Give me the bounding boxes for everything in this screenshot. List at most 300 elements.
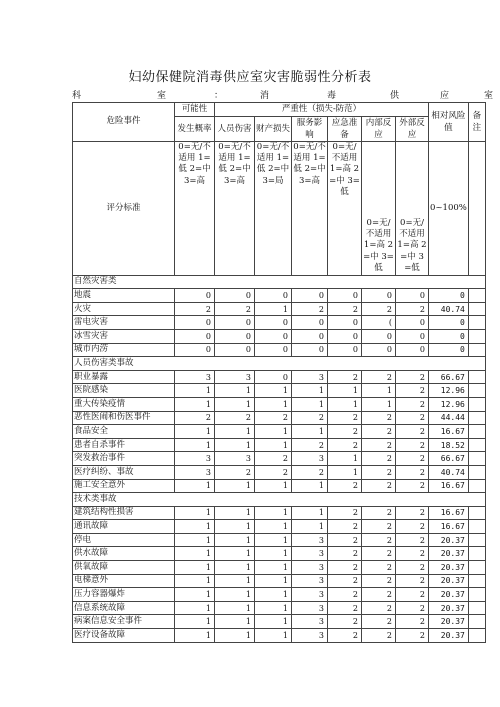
criteria-relative-risk: 0~100% — [429, 141, 469, 275]
cell-personnel: 2 — [215, 411, 255, 425]
table-row — [73, 479, 486, 493]
cell-prob: 3 — [175, 452, 215, 466]
criteria-label: 评分标准 — [73, 141, 175, 275]
cell-relative-risk: 16.67 — [429, 425, 469, 439]
cell-internal: 2 — [362, 615, 396, 629]
cell-personnel: 2 — [215, 465, 255, 479]
cell-property: 1 — [255, 384, 292, 398]
cell-remarks — [468, 316, 485, 330]
cell-remarks — [468, 397, 485, 411]
event-name: 恶性医闹和伤医事件 — [73, 411, 175, 425]
cell-emergency: 2 — [328, 302, 362, 316]
cell-relative-risk: 20.37 — [429, 601, 469, 615]
cell-external: 2 — [396, 302, 429, 316]
cell-service: 0 — [292, 316, 328, 330]
cell-emergency: 2 — [328, 533, 362, 547]
cell-remarks — [468, 465, 485, 479]
cell-internal: 2 — [362, 601, 396, 615]
table-row — [73, 615, 486, 629]
section-row — [73, 493, 486, 507]
dept-char: 科 — [72, 91, 82, 101]
cell-prob: 2 — [175, 302, 215, 316]
cell-property: 1 — [255, 302, 292, 316]
cell-personnel: 1 — [215, 506, 255, 520]
cell-internal: 2 — [362, 533, 396, 547]
table-row — [73, 343, 486, 357]
cell-external: 2 — [396, 438, 429, 452]
cell-prob: 1 — [175, 629, 215, 643]
cell-remarks — [468, 438, 485, 452]
cell-external: 2 — [396, 465, 429, 479]
cell-external: 2 — [396, 425, 429, 439]
cell-internal: 2 — [362, 574, 396, 588]
cell-prob: 1 — [175, 601, 215, 615]
event-name: 施工安全意外 — [73, 479, 175, 493]
cell-internal: 1 — [362, 397, 396, 411]
cell-property: 1 — [255, 588, 292, 602]
cell-relative-risk: 20.37 — [429, 629, 469, 643]
cell-prob: 1 — [175, 384, 215, 398]
cell-internal: 0 — [362, 289, 396, 303]
event-name: 医疗纠纷、事故 — [73, 465, 175, 479]
cell-external: 2 — [396, 370, 429, 384]
cell-external: 2 — [396, 601, 429, 615]
cell-prob: 1 — [175, 547, 215, 561]
criteria-probability: 0=无/不适用 1=低 2=中 3=高 — [175, 141, 215, 275]
cell-personnel: 1 — [215, 601, 255, 615]
cell-internal: 2 — [362, 520, 396, 534]
cell-internal: 2 — [362, 479, 396, 493]
cell-remarks — [468, 561, 485, 575]
header-internal: 内部反应 — [362, 116, 396, 141]
cell-prob: 0 — [175, 289, 215, 303]
cell-external: 0 — [396, 316, 429, 330]
cell-prob: 1 — [175, 397, 215, 411]
cell-external: 0 — [396, 289, 429, 303]
cell-prob: 3 — [175, 465, 215, 479]
cell-internal: 2 — [362, 370, 396, 384]
header-external: 外部反应 — [396, 116, 429, 141]
cell-external: 2 — [396, 574, 429, 588]
dept-char: 毒 — [327, 91, 337, 101]
cell-personnel: 1 — [215, 615, 255, 629]
cell-relative-risk: 18.52 — [429, 438, 469, 452]
cell-personnel: 0 — [215, 329, 255, 343]
cell-relative-risk: 16.67 — [429, 506, 469, 520]
cell-personnel: 1 — [215, 520, 255, 534]
section-row — [73, 275, 486, 289]
cell-personnel: 1 — [215, 547, 255, 561]
table-row — [73, 316, 486, 330]
cell-personnel: 1 — [215, 425, 255, 439]
criteria-remarks — [468, 141, 485, 275]
cell-external: 0 — [396, 343, 429, 357]
cell-emergency: 2 — [328, 438, 362, 452]
cell-relative-risk: 20.37 — [429, 574, 469, 588]
cell-emergency: 2 — [328, 561, 362, 575]
cell-remarks — [468, 452, 485, 466]
cell-prob: 2 — [175, 411, 215, 425]
event-name: 患者自杀事件 — [73, 438, 175, 452]
cell-service: 2 — [292, 302, 328, 316]
cell-remarks — [468, 289, 485, 303]
cell-external: 2 — [396, 452, 429, 466]
criteria-internal: 0=无/不适用 1=高 2=中 3=低 — [362, 141, 396, 275]
cell-internal: 0 — [362, 329, 396, 343]
section-title: 技术类事故 — [73, 493, 486, 507]
cell-internal: 1 — [362, 384, 396, 398]
cell-emergency: 0 — [328, 329, 362, 343]
cell-property: 0 — [255, 289, 292, 303]
dept-char: 室 — [157, 91, 167, 101]
cell-emergency: 1 — [328, 452, 362, 466]
cell-internal: 2 — [362, 302, 396, 316]
cell-relative-risk: 40.74 — [429, 465, 469, 479]
cell-internal: 2 — [362, 588, 396, 602]
event-name: 地震 — [73, 289, 175, 303]
event-name: 重大传染疫情 — [73, 397, 175, 411]
cell-relative-risk: 20.37 — [429, 547, 469, 561]
cell-property: 2 — [255, 452, 292, 466]
cell-prob: 1 — [175, 425, 215, 439]
dept-char: 供 — [390, 91, 400, 101]
cell-personnel: 3 — [215, 370, 255, 384]
cell-external: 2 — [396, 561, 429, 575]
cell-property: 1 — [255, 506, 292, 520]
cell-prob: 0 — [175, 316, 215, 330]
section-title: 自然灾害类 — [73, 275, 486, 289]
cell-personnel: 1 — [215, 574, 255, 588]
cell-relative-risk: 20.37 — [429, 533, 469, 547]
cell-property: 1 — [255, 425, 292, 439]
cell-prob: 1 — [175, 588, 215, 602]
cell-emergency: 2 — [328, 506, 362, 520]
cell-service: 3 — [292, 452, 328, 466]
cell-property: 1 — [255, 615, 292, 629]
table-row — [73, 438, 486, 452]
header-probability: 发生概率 — [175, 116, 215, 141]
cell-service: 1 — [292, 506, 328, 520]
cell-relative-risk: 16.67 — [429, 479, 469, 493]
section-title: 人员伤害类事故 — [73, 357, 486, 371]
cell-emergency: 2 — [328, 520, 362, 534]
cell-relative-risk: 16.67 — [429, 520, 469, 534]
event-name: 供氧故障 — [73, 561, 175, 575]
criteria-personnel: 0=无/不适用 1=低 2=中 3=高 — [215, 141, 255, 275]
table-row — [73, 397, 486, 411]
cell-emergency: 2 — [328, 479, 362, 493]
cell-personnel: 1 — [215, 384, 255, 398]
cell-external: 2 — [396, 397, 429, 411]
event-name: 冰雪灾害 — [73, 329, 175, 343]
hva-table — [72, 102, 486, 643]
cell-service: 3 — [292, 547, 328, 561]
cell-internal: 2 — [362, 506, 396, 520]
cell-service: 3 — [292, 588, 328, 602]
header-remarks: 备注 — [468, 103, 485, 142]
table-row — [73, 574, 486, 588]
event-name: 停电 — [73, 533, 175, 547]
cell-relative-risk: 44.44 — [429, 411, 469, 425]
table-row — [73, 384, 486, 398]
table-row — [73, 452, 486, 466]
cell-emergency: 0 — [328, 289, 362, 303]
cell-internal: 2 — [362, 561, 396, 575]
cell-personnel: 0 — [215, 316, 255, 330]
cell-prob: 1 — [175, 615, 215, 629]
header-emergency: 应急准备 — [328, 116, 362, 141]
cell-relative-risk: 66.67 — [429, 452, 469, 466]
cell-internal: 2 — [362, 547, 396, 561]
cell-personnel: 3 — [215, 452, 255, 466]
cell-service: 1 — [292, 425, 328, 439]
table-row — [73, 520, 486, 534]
cell-property: 0 — [255, 316, 292, 330]
cell-prob: 1 — [175, 479, 215, 493]
table-row — [73, 411, 486, 425]
section-row — [73, 357, 486, 371]
cell-service: 3 — [292, 370, 328, 384]
event-name: 火灾 — [73, 302, 175, 316]
cell-emergency: 2 — [328, 547, 362, 561]
cell-remarks — [468, 615, 485, 629]
header-possibility: 可能性 — [175, 103, 215, 117]
cell-internal: 2 — [362, 452, 396, 466]
cell-internal: 0 — [362, 343, 396, 357]
dept-char: ： — [214, 91, 224, 101]
cell-relative-risk: 0 — [429, 289, 469, 303]
table-row — [73, 329, 486, 343]
cell-property: 1 — [255, 561, 292, 575]
dept-char: 室 — [484, 91, 494, 101]
cell-property: 0 — [255, 329, 292, 343]
dept-char: 应 — [440, 91, 450, 101]
event-name: 雷电灾害 — [73, 316, 175, 330]
cell-property: 1 — [255, 574, 292, 588]
cell-internal: 2 — [362, 425, 396, 439]
cell-service: 3 — [292, 533, 328, 547]
cell-service: 1 — [292, 384, 328, 398]
cell-property: 1 — [255, 397, 292, 411]
cell-service: 1 — [292, 520, 328, 534]
dept-char: 消 — [260, 91, 270, 101]
cell-prob: 1 — [175, 574, 215, 588]
cell-relative-risk: 20.37 — [429, 561, 469, 575]
cell-relative-risk: 12.96 — [429, 384, 469, 398]
table-row — [73, 425, 486, 439]
cell-property: 1 — [255, 629, 292, 643]
cell-relative-risk: 12.96 — [429, 397, 469, 411]
cell-service: 3 — [292, 629, 328, 643]
cell-prob: 3 — [175, 370, 215, 384]
cell-personnel: 1 — [215, 561, 255, 575]
cell-remarks — [468, 329, 485, 343]
cell-remarks — [468, 574, 485, 588]
cell-relative-risk: 0 — [429, 316, 469, 330]
cell-property: 2 — [255, 465, 292, 479]
cell-service: 3 — [292, 561, 328, 575]
header-risk-event: 危险事件 — [73, 103, 175, 142]
header-property: 财产损失 — [255, 116, 292, 141]
cell-property: 1 — [255, 479, 292, 493]
cell-emergency: 0 — [328, 316, 362, 330]
department-row — [72, 88, 492, 102]
cell-remarks — [468, 547, 485, 561]
cell-remarks — [468, 370, 485, 384]
table-row — [73, 547, 486, 561]
cell-service: 0 — [292, 343, 328, 357]
cell-emergency: 2 — [328, 588, 362, 602]
event-name: 信息系统故障 — [73, 601, 175, 615]
cell-personnel: 1 — [215, 533, 255, 547]
table-row — [73, 601, 486, 615]
event-name: 电梯意外 — [73, 574, 175, 588]
cell-prob: 0 — [175, 329, 215, 343]
header-relative-risk: 相对风险值 — [429, 103, 469, 142]
cell-personnel: 2 — [215, 302, 255, 316]
cell-prob: 1 — [175, 561, 215, 575]
cell-service: 3 — [292, 574, 328, 588]
cell-relative-risk: 0 — [429, 329, 469, 343]
cell-internal: 2 — [362, 629, 396, 643]
cell-personnel: 1 — [215, 629, 255, 643]
cell-service: 3 — [292, 601, 328, 615]
cell-property: 1 — [255, 438, 292, 452]
table-row — [73, 629, 486, 643]
cell-prob: 1 — [175, 438, 215, 452]
cell-relative-risk: 66.67 — [429, 370, 469, 384]
cell-emergency: 2 — [328, 425, 362, 439]
cell-external: 2 — [396, 384, 429, 398]
table-row — [73, 506, 486, 520]
header-personnel: 人员伤害 — [215, 116, 255, 141]
table-row — [73, 588, 486, 602]
cell-emergency: 2 — [328, 411, 362, 425]
cell-external: 2 — [396, 588, 429, 602]
cell-external: 2 — [396, 411, 429, 425]
cell-external: 2 — [396, 520, 429, 534]
cell-external: 2 — [396, 533, 429, 547]
event-name: 供水故障 — [73, 547, 175, 561]
cell-property: 0 — [255, 370, 292, 384]
cell-internal: ( — [362, 316, 396, 330]
cell-internal: 2 — [362, 438, 396, 452]
cell-remarks — [468, 520, 485, 534]
cell-emergency: 2 — [328, 574, 362, 588]
criteria-external: 0=无/不适用 1=高 2=中 3=低 — [396, 141, 429, 275]
event-name: 通讯故障 — [73, 520, 175, 534]
cell-emergency: 0 — [328, 343, 362, 357]
cell-property: 1 — [255, 547, 292, 561]
cell-service: 3 — [292, 615, 328, 629]
cell-remarks — [468, 479, 485, 493]
event-name: 压力容器爆炸 — [73, 588, 175, 602]
cell-emergency: 2 — [328, 370, 362, 384]
criteria-property: 0=无/不适用 1=低 2=中 3=局 — [255, 141, 292, 275]
cell-prob: 1 — [175, 506, 215, 520]
cell-emergency: 2 — [328, 601, 362, 615]
event-name: 突发救治事件 — [73, 452, 175, 466]
table-row — [73, 465, 486, 479]
cell-relative-risk: 20.37 — [429, 588, 469, 602]
cell-emergency: 1 — [328, 397, 362, 411]
event-name: 医疗设备故障 — [73, 629, 175, 643]
cell-personnel: 0 — [215, 343, 255, 357]
cell-prob: 0 — [175, 343, 215, 357]
cell-emergency: 1 — [328, 465, 362, 479]
event-name: 职业暴露 — [73, 370, 175, 384]
table-row — [73, 302, 486, 316]
criteria-service: 0=无/不适用 1=低 2=中 3=高 — [292, 141, 328, 275]
cell-property: 2 — [255, 411, 292, 425]
cell-remarks — [468, 343, 485, 357]
cell-property: 1 — [255, 601, 292, 615]
cell-service: 2 — [292, 465, 328, 479]
cell-service: 1 — [292, 397, 328, 411]
cell-service: 0 — [292, 329, 328, 343]
cell-external: 2 — [396, 547, 429, 561]
event-name: 城市内涝 — [73, 343, 175, 357]
criteria-emergency: 0=无/不适用 1=高 2=中 3=低 — [328, 141, 362, 275]
cell-external: 0 — [396, 329, 429, 343]
cell-remarks — [468, 411, 485, 425]
cell-internal: 2 — [362, 411, 396, 425]
cell-external: 2 — [396, 629, 429, 643]
cell-emergency: 1 — [328, 384, 362, 398]
cell-external: 2 — [396, 615, 429, 629]
table-row — [73, 370, 486, 384]
cell-service: 2 — [292, 438, 328, 452]
cell-relative-risk: 20.37 — [429, 615, 469, 629]
header-service: 服务影响 — [292, 116, 328, 141]
cell-external: 2 — [396, 479, 429, 493]
table-row — [73, 533, 486, 547]
cell-emergency: 2 — [328, 615, 362, 629]
document-title: 妇幼保健院消毒供应室灾害脆弱性分析表 — [128, 70, 372, 85]
cell-remarks — [468, 506, 485, 520]
cell-personnel: 1 — [215, 438, 255, 452]
header-severity: 严重性（损失-防范） — [215, 103, 429, 117]
cell-property: 0 — [255, 343, 292, 357]
cell-property: 1 — [255, 533, 292, 547]
event-name: 建筑结构性损害 — [73, 506, 175, 520]
cell-personnel: 1 — [215, 397, 255, 411]
cell-personnel: 0 — [215, 289, 255, 303]
cell-remarks — [468, 533, 485, 547]
cell-personnel: 1 — [215, 588, 255, 602]
cell-external: 2 — [396, 506, 429, 520]
cell-remarks — [468, 425, 485, 439]
cell-remarks — [468, 601, 485, 615]
cell-service: 1 — [292, 479, 328, 493]
cell-remarks — [468, 629, 485, 643]
cell-emergency: 2 — [328, 629, 362, 643]
table-row — [73, 289, 486, 303]
event-name: 食品安全 — [73, 425, 175, 439]
cell-remarks — [468, 384, 485, 398]
cell-remarks — [468, 588, 485, 602]
table-row — [73, 561, 486, 575]
cell-personnel: 1 — [215, 479, 255, 493]
cell-internal: 2 — [362, 465, 396, 479]
cell-relative-risk: 0 — [429, 343, 469, 357]
cell-property: 1 — [255, 520, 292, 534]
event-name: 病案信息安全事件 — [73, 615, 175, 629]
cell-remarks — [468, 302, 485, 316]
cell-prob: 1 — [175, 533, 215, 547]
cell-service: 0 — [292, 289, 328, 303]
cell-prob: 1 — [175, 520, 215, 534]
